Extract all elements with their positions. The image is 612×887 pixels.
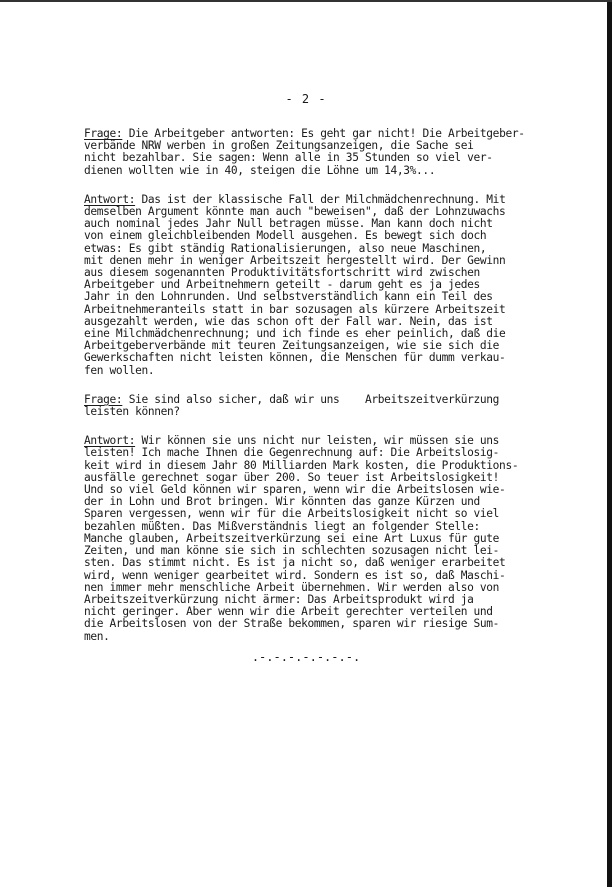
line-text: bezahlen müßten. Das Mißverständnis liegt an folgender Stelle: xyxy=(84,519,480,533)
text-line xyxy=(84,352,584,364)
line-text: dienen wollten wie in 40, steigen die Löhne um 14,3%... xyxy=(84,163,436,177)
line-text: wird, wenn weniger gearbeitet wird. Sondern es ist so, daß Maschi- xyxy=(84,568,506,582)
line-text: eine Milchmädchenrechnung; und ich finde es eher peinlich, daß die xyxy=(84,327,506,341)
interview-section xyxy=(84,194,584,377)
line-text: Die Arbeitgeber antworten: Es geht gar nicht! Die Arbeitgeber- xyxy=(122,127,525,140)
line-text: auch nominal jedes Jahr Null betragen müsse. Man kann doch nicht xyxy=(84,217,493,231)
text-line xyxy=(84,618,584,630)
line-text: ausgezahlt werden, wie das schon oft der Fall war. Nein, das ist xyxy=(84,314,493,328)
line-text: men. xyxy=(84,629,110,643)
line-text: aus diesem sogenannten Produktivitätsfortschritt wird zwischen xyxy=(84,266,480,280)
scan-edge-top xyxy=(0,0,612,2)
line-text: Sparen vergessen, wenn wir für die Arbeitslosigkeit nicht so viel xyxy=(84,507,500,521)
line-text: nen immer mehr menschliche Arbeit übernehmen. Wir werden also von xyxy=(84,580,500,594)
line-text: demselben Argument könnte man auch "beweisen", daß der Lohnzuwachs xyxy=(84,205,506,219)
question-label: Frage: xyxy=(84,127,123,140)
text-line xyxy=(84,406,584,418)
text-line xyxy=(84,365,584,377)
text-line xyxy=(84,631,584,643)
line-text: ausfälle gerechnet sogar über 200. So teuer ist Arbeitslosigkeit! xyxy=(84,470,500,484)
line-text: nicht bezahlbar. Sie sagen: Wenn alle in 35 Stunden so viel ver- xyxy=(84,151,493,165)
interview-text xyxy=(84,128,584,660)
line-text: Gewerkschaften nicht leisten können, die Menschen für dumm verkau- xyxy=(84,351,506,365)
line-text: Jahr in den Lohnrunden. Und selbstverständlich kann ein Teil des xyxy=(84,290,493,304)
line-text: Arbeitszeitverkürzung nicht ärmer: Das Arbeitsprodukt wird ja xyxy=(84,592,474,606)
text-line xyxy=(84,165,584,177)
line-text: mit denen mehr in weniger Arbeitszeit hergestellt wird. Der Gewinn xyxy=(84,253,506,267)
line-text: Sie sind also sicher, daß wir uns Arbeitszeitverkürzung xyxy=(122,392,500,406)
interview-section xyxy=(84,394,584,418)
line-text: Das ist der klassische Fall der Milchmädchenrechnung. Mit xyxy=(135,192,506,206)
line-text: der in Lohn und Brot bringen. Wir könnten das ganze Kürzen und xyxy=(84,495,480,509)
end-separator: .-.-.-.-.-.-.-. xyxy=(251,650,361,664)
line-text: Arbeitgeber und Arbeitnehmern geteilt - darum geht es ja jedes xyxy=(84,278,480,292)
line-text: Zeiten, und man könne sie sich in schlechten sozusagen nicht lei- xyxy=(84,544,500,558)
line-text: Arbeitnehmeranteils statt in bar sozusagen als kürzere Arbeitszeit xyxy=(84,302,506,316)
line-text: leisten können? xyxy=(84,405,180,419)
line-text: etwas: Es gibt ständig Rationalisierungen, also neue Maschinen, xyxy=(84,241,487,255)
line-text: Und so viel Geld können wir sparen, wenn wir die Arbeitslosen wie- xyxy=(84,483,506,497)
answer-label: Antwort: xyxy=(84,192,136,206)
line-text: von einem gleichbleibenden Modell ausgehen. Es bewegt sich doch xyxy=(84,229,487,243)
line-text: die Arbeitslosen von der Straße bekommen, sparen wir riesige Sum- xyxy=(84,617,500,631)
interview-section xyxy=(84,435,584,642)
line-text: leisten! Ich mache Ihnen die Gegenrechnung auf: Die Arbeitslosig- xyxy=(84,446,500,460)
question-label: Frage: xyxy=(84,392,123,406)
line-text: fen wollen. xyxy=(84,363,155,377)
page-number: - 2 - xyxy=(285,92,327,106)
line-text: Wir können sie uns nicht nur leisten, wir müssen sie uns xyxy=(135,434,500,448)
line-text: nicht geringer. Aber wenn wir die Arbeit gerechter verteilen und xyxy=(84,605,493,619)
line-text: sten. Das stimmt nicht. Es ist ja nicht so, daß weniger erarbeitet xyxy=(84,556,506,570)
answer-label: Antwort: xyxy=(84,434,136,448)
interview-section xyxy=(84,128,584,177)
line-text: Arbeitgeberverbände mit teuren Zeitungsanzeigen, wie sie sich die xyxy=(84,339,500,353)
line-text: verbände NRW werben in großen Zeitungsanzeigen, die Sache sei xyxy=(84,139,474,153)
line-text: Manche glauben, Arbeitszeitverkürzung sei eine Art Luxus für gute xyxy=(84,531,500,545)
line-text: keit wird in diesem Jahr 80 Milliarden Mark kosten, die Produktions- xyxy=(84,458,519,472)
